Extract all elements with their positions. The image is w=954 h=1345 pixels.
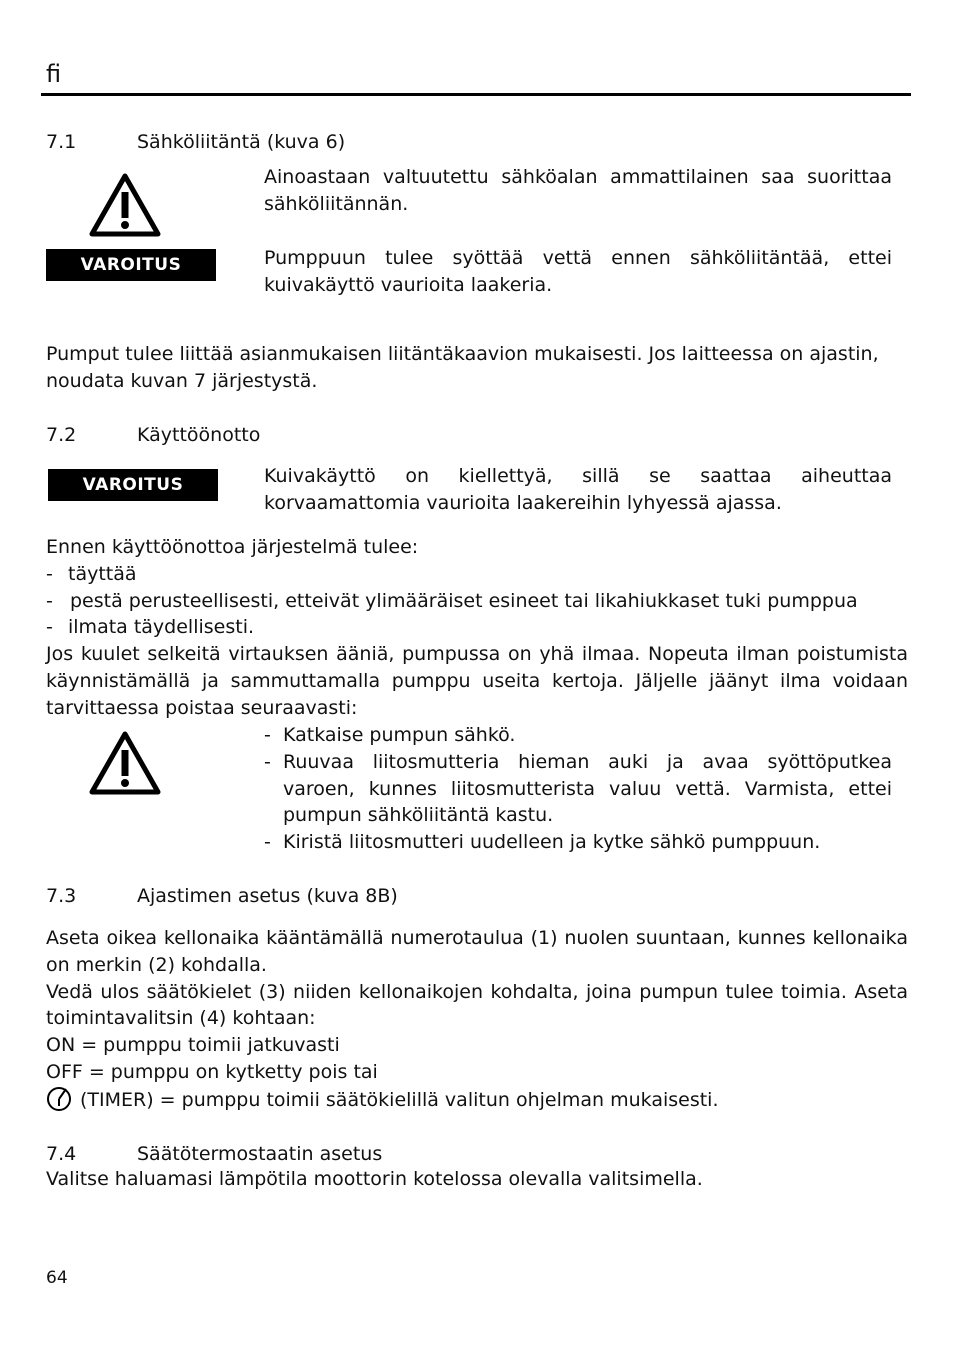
figure-reference: (kuva 8B) (306, 885, 398, 907)
paragraph: Pumput tulee liittää asianmukaisen liitäntäkaavion mukaisesti. Jos laitteessa on ajastin, noudata kuvan 7 järjestystä. (46, 343, 879, 392)
list-item: - ilmata täydellisesti. (46, 616, 255, 639)
paragraph: Jos kuulet selkeitä virtauksen ääniä, pumpussa on yhä ilmaa. Nopeuta ilman poistumista käynnistämällä ja sammuttamalla pumppu useita kertoja. Jäljelle jäänyt ilma voidaan tarvittaessa poistaa seuraavasti: (46, 643, 908, 719)
option-on: ON = pumppu toimii jatkuvasti (46, 1034, 340, 1057)
section-title: Ajastimen asetus (137, 885, 301, 907)
section-number: 7.4 (46, 1143, 77, 1165)
option-timer-text: (TIMER) = pumppu toimii säätökielillä valitun ohjelman mukaisesti. (80, 1088, 719, 1111)
warning-triangle-icon (89, 172, 161, 238)
warning-text: Kuivakäyttö on kiellettyä, sillä se saattaa aiheuttaa korvaamattomia vaurioita laakereihin lyhyessä ajassa. (264, 465, 892, 514)
list-item: - pestä perusteellisesti, etteivät ylimääräiset esineet tai likahiukkaset tuki pumppua (46, 589, 858, 612)
section-number: 7.1 (46, 131, 77, 153)
prep-list (46, 534, 908, 722)
timer-instructions (46, 925, 908, 1114)
option-timer (46, 1086, 908, 1114)
section-title: Käyttöönotto (137, 424, 261, 446)
warning-badge: VAROITUS (46, 249, 216, 281)
warning-triangle-icon (89, 730, 161, 796)
warning-badge: VAROITUS (48, 469, 218, 501)
paragraph: Valitse haluamasi lämpötila moottorin kotelossa olevalla valitsimella. (46, 1168, 703, 1190)
warning-text-2: Pumppuun tulee syöttää vettä ennen sähköliitäntää, ettei kuivakäyttö vaurioita laakeria. (264, 247, 892, 296)
option-off: OFF = pumppu on kytketty pois tai (46, 1060, 378, 1083)
paragraph: Aseta oikea kellonaika kääntämällä numerotaulua (1) nuolen suuntaan, kunnes kellonaika on merkin (2) kohdalla. (46, 927, 908, 976)
warning-text-1: Ainoastaan valtuutettu sähköalan ammattilainen saa suorittaa sähköliitännän. (264, 166, 892, 215)
list-item: - Ruuvaa liitosmutteria hieman auki ja avaa syöttöputkea varoen, kunnes liitosmutterista valuu vettä. Varmista, ettei pumpun sähköliitäntä kastu. (264, 750, 892, 827)
page-number: 64 (46, 1268, 68, 1288)
paragraph: Vedä ulos säätökielet (3) niiden kellonaikojen kohdalta, joina pumpun tulee toimia. Aseta toimintavalitsin (4) kohtaan: (46, 980, 908, 1030)
figure-reference: (kuva 6) (266, 131, 346, 153)
steps-list (264, 722, 892, 856)
timer-icon (46, 1086, 72, 1112)
section-number: 7.3 (46, 885, 77, 907)
section-title: Säätötermostaatin asetus (137, 1143, 383, 1165)
list-item: - Kiristä liitosmutteri uudelleen ja kytke sähkö pumppuun. (264, 831, 821, 854)
section-title: Sähköliitäntä (137, 131, 261, 153)
list-item: - Katkaise pumpun sähkö. (264, 724, 516, 746)
list-intro: Ennen käyttöönottoa järjestelmä tulee: (46, 536, 419, 558)
language-code: fi (46, 60, 62, 88)
section-number: 7.2 (46, 424, 77, 446)
list-item: - täyttää (46, 562, 137, 585)
header-rule (41, 93, 911, 96)
